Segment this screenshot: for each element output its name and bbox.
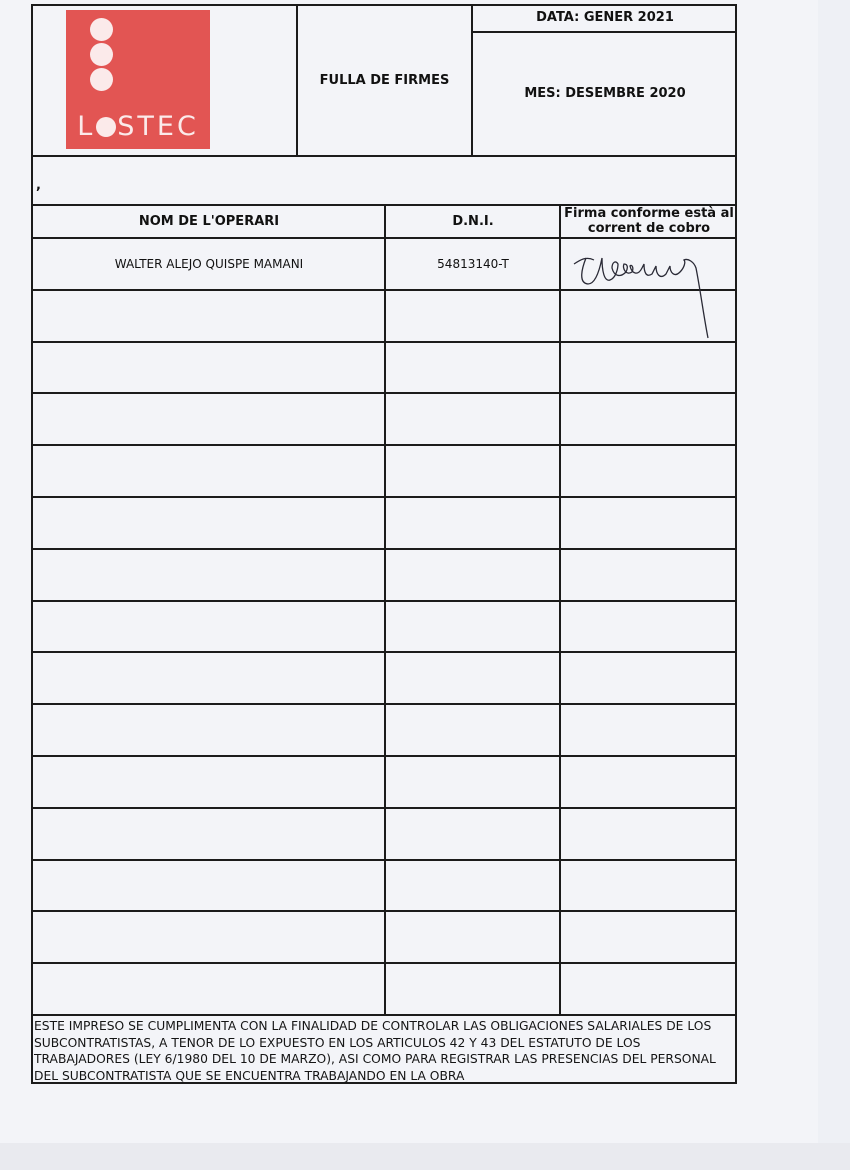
header-divider-2 <box>471 4 473 156</box>
sheet-title: FULLA DE FIRMES <box>319 73 450 88</box>
subheader-mark: , <box>36 178 41 193</box>
date-label: DATA: GENER 2021 <box>536 10 674 25</box>
column-header-signature: Firma conforme està al corrent de cobro <box>564 206 734 236</box>
handwritten-signature <box>566 238 716 346</box>
operator-dni: 54813140-T <box>437 257 509 271</box>
logo-text: L STEC <box>77 111 199 142</box>
operator-name: WALTER ALEJO QUISPE MAMANI <box>114 257 304 271</box>
column-header-name: NOM DE L'OPERARI <box>138 214 280 229</box>
header-divider-date <box>471 31 737 33</box>
header-bottom-line <box>31 155 737 157</box>
table-column-line <box>384 204 386 1016</box>
legal-footnote: ESTE IMPRESO SE CUMPLIMENTA CON LA FINALIDAD DE CONTROLAR LAS OBLIGACIONES SALARIALES DE LOS SUBCONTRATISTAS, A TENOR DE LO EXPUESTO EN LOS ARTICULOS 42 Y 43 DEL ESTATUTO DE LOS TRABAJADORES (LEY 6/1980 DEL 10 DE MARZO), ASI COMO PARA REGISTRAR LAS PRESENCIAS DEL PERSONAL DEL SUBCONTRATISTA QUE SE ENCUENTRA TRABAJANDO EN LA OBRA <box>34 1019 716 1083</box>
scan-bottom-edge <box>0 1143 850 1170</box>
company-logo <box>66 10 210 149</box>
column-header-dni: D.N.I. <box>452 214 494 229</box>
scan-margin <box>818 0 850 1143</box>
table-column-line <box>559 204 561 1016</box>
month-label: MES: DESEMBRE 2020 <box>524 86 686 101</box>
